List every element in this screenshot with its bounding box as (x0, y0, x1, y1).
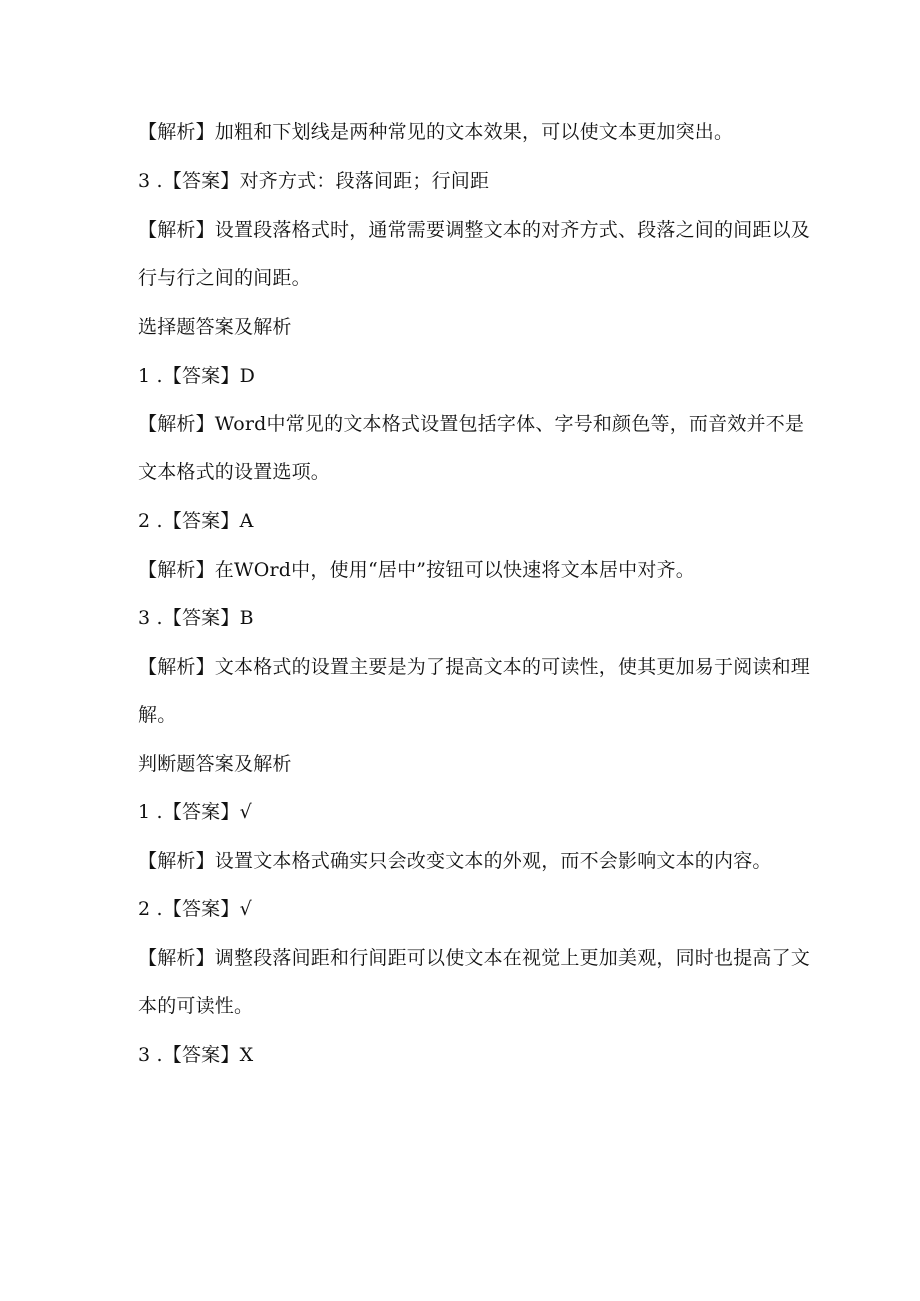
analysis-text: 【解析】在WOrd中，使用“居中”按钮可以快速将文本居中对齐。 (138, 559, 695, 581)
analysis-text: 【解析】调整段落间距和行间距可以使文本在视觉上更加美观，同时也提高了文 (138, 947, 811, 969)
answer-line: 3 .【答案】X (138, 1044, 254, 1066)
answer-line: 3 .【答案】对齐方式：段落间距；行间距 (138, 170, 490, 192)
section-heading: 选择题答案及解析 (138, 316, 292, 338)
analysis-text: 【解析】文本格式的设置主要是为了提高文本的可读性，使其更加易于阅读和理 (138, 656, 811, 678)
answer-line: 1 .【答案】D (138, 365, 256, 387)
analysis-text: 【解析】Word中常见的文本格式设置包括字体、字号和颜色等，而音效并不是 (138, 413, 805, 435)
analysis-text: 【解析】设置段落格式时，通常需要调整文本的对齐方式、段落之间的间距以及 (138, 219, 811, 241)
answer-line: 3 .【答案】B (138, 607, 254, 629)
analysis-text-cont: 行与行之间的间距。 (138, 267, 311, 289)
section-heading: 判断题答案及解析 (138, 753, 292, 775)
analysis-text-cont: 本的可读性。 (138, 995, 254, 1017)
answer-line: 2 .【答案】A (138, 510, 254, 532)
analysis-text: 【解析】加粗和下划线是两种常见的文本效果，可以使文本更加突出。 (138, 121, 734, 143)
analysis-text: 【解析】设置文本格式确实只会改变文本的外观，而不会影响文本的内容。 (138, 850, 772, 872)
answer-line: 2 .【答案】√ (138, 898, 252, 920)
analysis-text-cont: 解。 (138, 704, 177, 726)
answer-line: 1 .【答案】√ (138, 801, 252, 823)
analysis-text-cont: 文本格式的设置选项。 (138, 461, 331, 483)
